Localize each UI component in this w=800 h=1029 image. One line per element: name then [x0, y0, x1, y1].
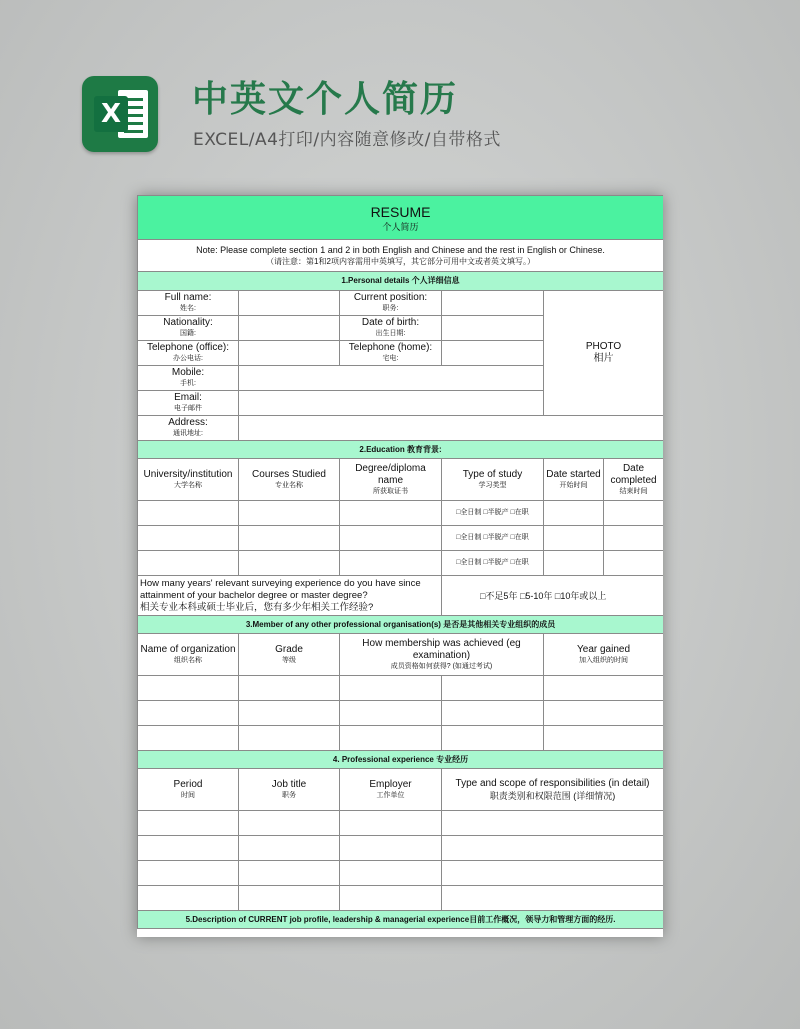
cell[interactable]: [239, 526, 340, 551]
cell[interactable]: [544, 676, 664, 701]
cell[interactable]: [442, 861, 664, 886]
col-employer: Employer 工作单位: [340, 769, 442, 811]
cell[interactable]: [138, 701, 239, 726]
table-row: [138, 811, 664, 836]
cell[interactable]: [442, 676, 544, 701]
section-professional-experience: 4. Professional experience 专业经历: [138, 751, 664, 769]
cell[interactable]: [239, 836, 340, 861]
mobile-field[interactable]: [239, 366, 544, 391]
table-row: [138, 886, 664, 911]
nationality-label: Nationality: 国籍:: [138, 316, 239, 341]
table-row: [138, 676, 664, 701]
cell[interactable]: [544, 526, 604, 551]
cell[interactable]: [442, 811, 664, 836]
table-row: [138, 526, 664, 551]
resume-note: [138, 240, 664, 272]
experience-answers[interactable]: □不足5年 □5-10年 □10年或以上: [442, 576, 664, 616]
email-field[interactable]: [239, 391, 544, 416]
cell[interactable]: [604, 551, 664, 576]
cell[interactable]: [442, 836, 664, 861]
col-degree: Degree/diploma name 所获取证书: [340, 459, 442, 501]
col-courses: Courses Studied 专业名称: [239, 459, 340, 501]
cell[interactable]: [340, 551, 442, 576]
cell[interactable]: [138, 676, 239, 701]
cell[interactable]: [239, 811, 340, 836]
cell[interactable]: [138, 726, 239, 751]
resume-table: [137, 195, 663, 929]
cell[interactable]: [340, 861, 442, 886]
page-title: 中英文个人简历: [192, 79, 459, 120]
section-education: 2.Education 教育背景:: [138, 441, 664, 459]
table-row: [138, 701, 664, 726]
cell[interactable]: [340, 501, 442, 526]
mobile-label: Mobile: 手机:: [138, 366, 239, 391]
tel-home-label: Telephone (home): 宅电:: [340, 341, 442, 366]
dob-label: Date of birth: 出生日期:: [340, 316, 442, 341]
cell[interactable]: [138, 551, 239, 576]
cell[interactable]: [340, 676, 442, 701]
cell[interactable]: [239, 701, 340, 726]
current-position-field[interactable]: [442, 291, 544, 316]
cell[interactable]: [604, 501, 664, 526]
cell[interactable]: [239, 886, 340, 911]
address-label: Address: 通讯地址:: [138, 416, 239, 441]
dob-field[interactable]: [442, 316, 544, 341]
tel-office-field[interactable]: [239, 341, 340, 366]
table-row: [138, 551, 664, 576]
col-date-completed: Date completed 结束时间: [604, 459, 664, 501]
section-membership: 3.Member of any other professional organisation(s) 是否是其他相关专业组织的成员: [138, 616, 664, 634]
photo-box[interactable]: PHOTO 相片: [544, 291, 664, 416]
cell[interactable]: [340, 836, 442, 861]
cell[interactable]: [544, 501, 604, 526]
page-subtitle: EXCEL/A4打印/内容随意修改/自带格式: [193, 130, 501, 150]
resume-header: [138, 196, 664, 240]
cell[interactable]: [340, 886, 442, 911]
col-year-gained: Year gained 加入组织的时间: [544, 634, 664, 676]
col-date-started: Date started 开始时间: [544, 459, 604, 501]
cell[interactable]: [340, 701, 442, 726]
cell[interactable]: [544, 726, 664, 751]
col-university: University/institution 大学名称: [138, 459, 239, 501]
cell[interactable]: [604, 526, 664, 551]
resume-title-cn: 个人简历: [382, 221, 419, 232]
experience-question: How many years' relevant surveying experience do you have since attainment of your bachelor degree or master degree? 相关专业本科或硕士毕业后，您有多少年相关工作经验?: [138, 576, 442, 616]
table-row: [138, 501, 664, 526]
note-cn: （请注意：第1和2项内容需用中英填写，其它部分可用中文或者英文填写。）: [266, 256, 535, 266]
cell[interactable]: [239, 726, 340, 751]
cell[interactable]: [544, 701, 664, 726]
cell[interactable]: [239, 676, 340, 701]
cell[interactable]: [138, 501, 239, 526]
resume-title: RESUME: [370, 203, 431, 220]
tel-home-field[interactable]: [442, 341, 544, 366]
excel-icon: [82, 76, 158, 152]
nationality-field[interactable]: [239, 316, 340, 341]
cell[interactable]: [138, 861, 239, 886]
study-type-options[interactable]: □全日制 □半脱产 □在职: [442, 501, 544, 526]
note-en: Note: Please complete section 1 and 2 in both English and Chinese and the rest in English or Chinese.: [196, 244, 605, 255]
cell[interactable]: [340, 811, 442, 836]
tel-office-label: Telephone (office): 办公电话:: [138, 341, 239, 366]
col-period: Period 时间: [138, 769, 239, 811]
cell[interactable]: [138, 886, 239, 911]
address-field[interactable]: [239, 416, 664, 441]
cell[interactable]: [138, 836, 239, 861]
col-responsibilities: Type and scope of responsibilities (in detail) 职责类别和权限范围 (详细情况): [442, 769, 664, 811]
cell[interactable]: [138, 526, 239, 551]
section-current-job: 5.Description of CURRENT job profile, leadership & managerial experience目前工作概况，领导力和管理方面的经历.: [138, 911, 664, 929]
col-how-achieved: How membership was achieved (eg examination) 成员资格如何获得? (如通过考试): [340, 634, 544, 676]
cell[interactable]: [340, 526, 442, 551]
col-grade: Grade 等级: [239, 634, 340, 676]
cell[interactable]: [239, 501, 340, 526]
cell[interactable]: [442, 886, 664, 911]
email-label: Email: 电子邮件: [138, 391, 239, 416]
cell[interactable]: [442, 726, 544, 751]
col-type-of-study: Type of study 学习类型: [442, 459, 544, 501]
table-row: [138, 861, 664, 886]
full-name-field[interactable]: [239, 291, 340, 316]
study-type-options[interactable]: □全日制 □半脱产 □在职: [442, 551, 544, 576]
col-job-title: Job title 职务: [239, 769, 340, 811]
cell[interactable]: [340, 726, 442, 751]
table-row: [138, 836, 664, 861]
current-position-label: Current position: 职务:: [340, 291, 442, 316]
cell[interactable]: [442, 701, 544, 726]
cell[interactable]: [138, 811, 239, 836]
cell[interactable]: [544, 551, 604, 576]
study-type-options[interactable]: □全日制 □半脱产 □在职: [442, 526, 544, 551]
full-name-label: Full name: 姓名:: [138, 291, 239, 316]
col-organization: Name of organization 组织名称: [138, 634, 239, 676]
resume-document: [137, 195, 663, 937]
cell[interactable]: [239, 551, 340, 576]
excel-letter: X: [94, 96, 128, 132]
table-row: [138, 726, 664, 751]
cell[interactable]: [239, 861, 340, 886]
section-personal-details: 1.Personal details 个人详细信息: [138, 272, 664, 291]
